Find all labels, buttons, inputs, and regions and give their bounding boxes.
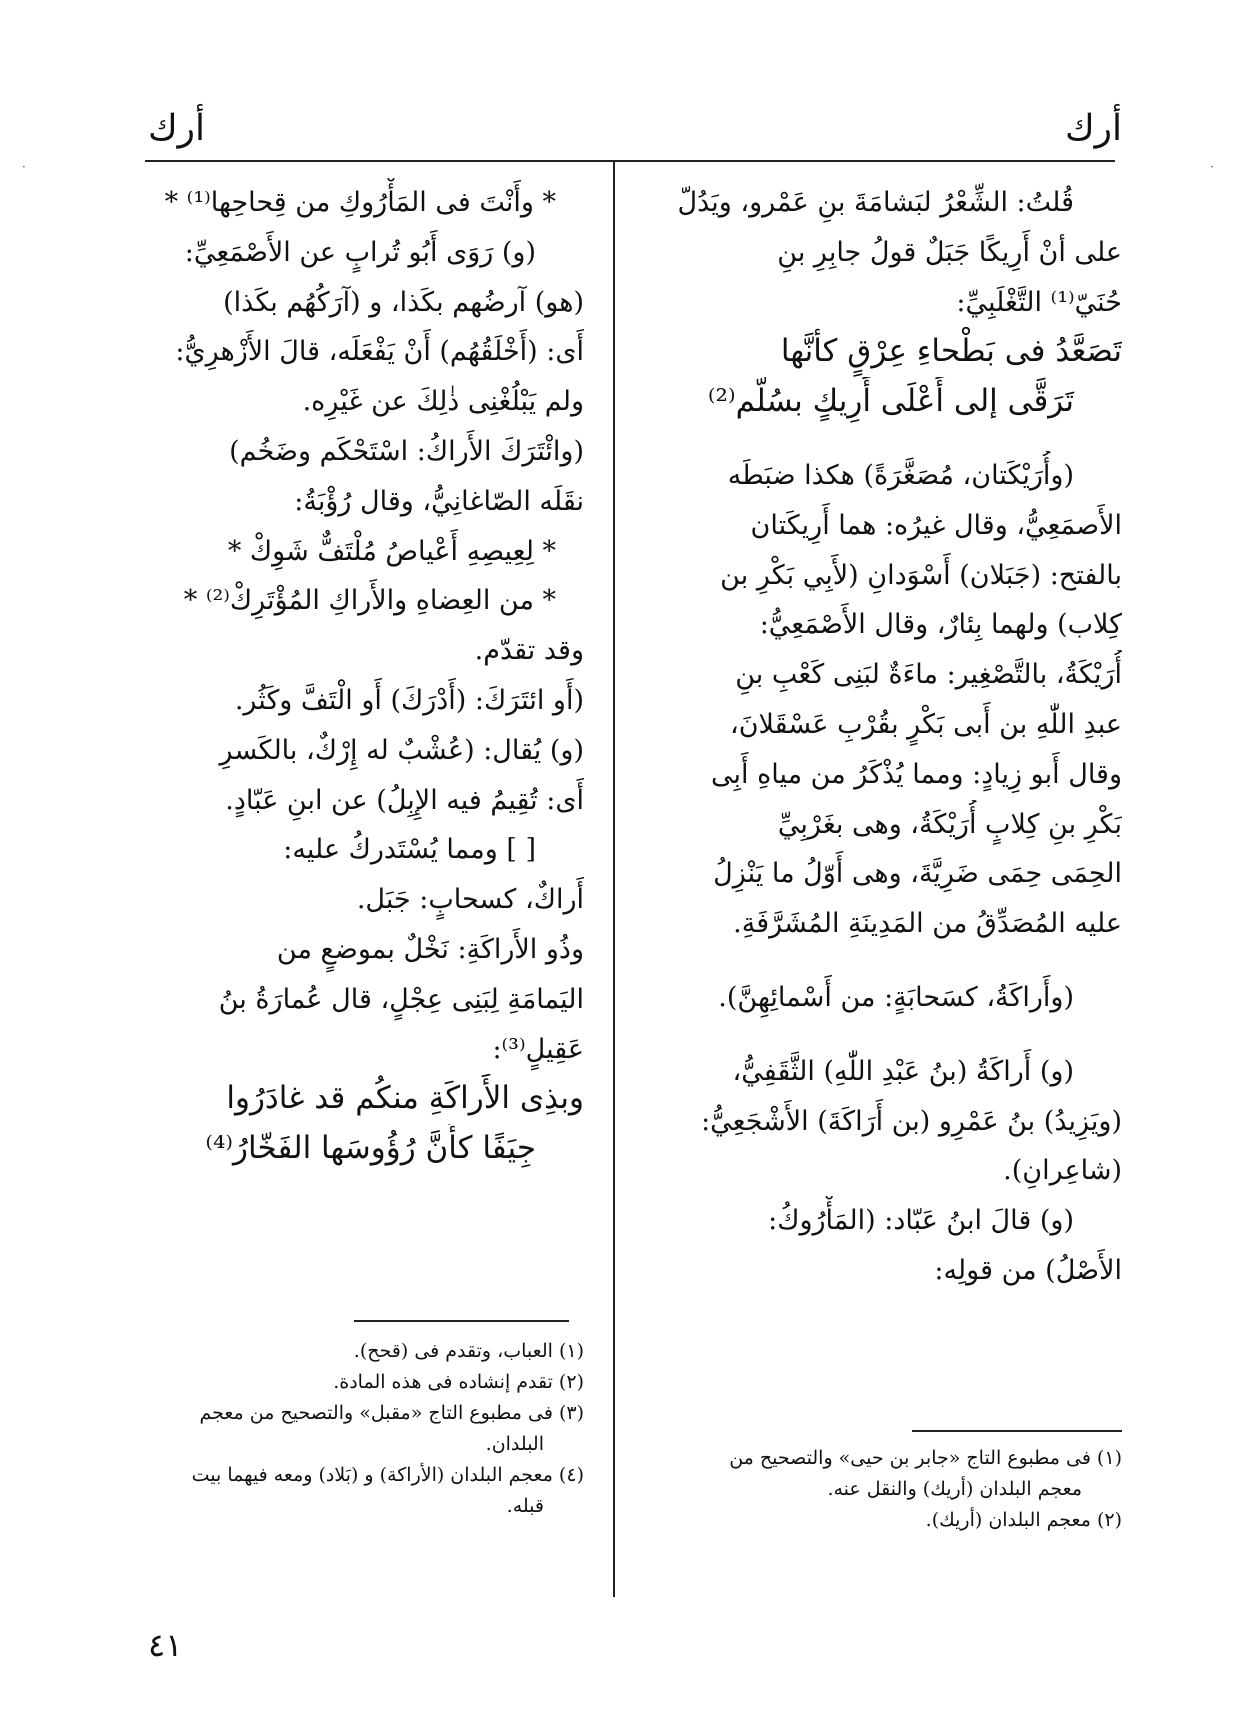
text-line: كِلاب) ولهما بِئارٌ، وقال الأَصْمَعِيُّ: [759, 609, 1122, 641]
text-line: ولم يَبْلُغْنِى ذٰلِكَ عن غَيْرِه. [302, 386, 584, 418]
footnotes-left [144, 1336, 584, 1522]
text-line: أَراكٌ، كسحابٍ: جَبَل. [356, 884, 584, 916]
text-line: على أنْ أَرِيكًا جَبَلٌ قولُ جابِرِ بنِ [777, 236, 1122, 268]
text-line: (ويَزِيدُ) بنُ عَمْرِو (بن أَرَاكَةَ) الأَشْجَعِيُّ: [701, 1105, 1122, 1137]
text-line: أَى: تُقِيمُ فيه الإِبِلُ) عن ابنِ عَبّادٍ. [225, 784, 584, 816]
text-line: (هو) آرضُهم بكَذا، و (آرَكُهُم بكَذا) [223, 286, 584, 318]
page-number: ٤١ [148, 1626, 183, 1664]
footnote: (٢) معجم البلدان (أريك). [925, 1509, 1122, 1531]
text-line: (و) قالَ ابنُ عَبّاد: (المَأْرُوكُ: [768, 1205, 1074, 1237]
verse-line: وبذِى الأَراكَةِ منكُم قد غادَرُوا [226, 1080, 584, 1117]
verse-line: * من العِضاهِ والأَراكِ المُؤْتَرِكْ⁽²⁾ * [183, 585, 556, 617]
left-column [144, 178, 584, 1174]
text-line: (وأُرَيْكَتان، مُصَغَّرَةً) هكذا ضبَطَه [727, 459, 1074, 491]
running-header-right: أرك [1064, 108, 1122, 149]
text-line: الأَصمَعِيُّ، وقال غيرُه: هما أَرِيكَتان [750, 509, 1122, 541]
text-line: (و) أَراكَةُ (بنُ عَبْدِ اللّٰهِ) الثَّقَفِيُّ، [732, 1055, 1074, 1087]
footnote-rule-left [354, 1320, 569, 1322]
text-line: عَقِيلٍ⁽³⁾: [492, 1033, 584, 1065]
text-line: قُلتُ: الشِّعْرُ لبَشامَةَ بنِ عَمْرو، ويَدُلّ [677, 187, 1074, 218]
footnote: (٣) فى مطبوع التاج «مقبل» والتصحيح من معجم [199, 1402, 584, 1424]
text-line: الأَصْلُ) من قولِه: [934, 1254, 1122, 1286]
header-rule [145, 160, 1115, 162]
footnote: (١) فى مطبوع التاج «جابر بن حيى» والتصحيح من [729, 1447, 1122, 1469]
text-line: حُنَيّ⁽¹⁾ التَّغْلَبِيِّ: [956, 286, 1122, 318]
text-line: (و) رَوَى أَبُو تُرابٍ عن الأَصْمَعِيِّ: [184, 236, 536, 268]
verse-line: * وأَنْتَ فى المَأْرُوكِ من قِحاحِها⁽¹⁾ * [164, 187, 556, 218]
text-line: أُرَيْكَةُ، بالتَّصْغِير: ماءَةٌ لبَنِى كَعْبِ بنِ [735, 659, 1122, 691]
footnote: (٢) تقدم إنشاده فى هذه المادة. [333, 1371, 584, 1393]
text-line: (شاعِرانِ). [1003, 1155, 1122, 1187]
footnote-rule-right [912, 1430, 1122, 1432]
text-line: بالفتح: (جَبَلان) أَسْوَدانِ (لأَبِي بَكْرِ بن [720, 559, 1122, 591]
footnote: (١) العباب، وتقدم فى (قحح). [353, 1340, 584, 1362]
footnotes-right [667, 1443, 1122, 1536]
text-line: (أَو ائتَرَكَ: (أَدْرَكَ) أَو الْتَفَّ وكَثُر. [234, 684, 584, 716]
text-line: عليه المُصَدِّقُ من المَدِينَةِ المُشَرَّفَةِ. [733, 908, 1122, 940]
text-line: (و) يُقال: (عُشْبٌ له إِرْكٌ، بالكَسرِ [219, 734, 584, 766]
text-line: الحِمَى حِمَى ضَرِيَّةَ، وهى أَوّلُ ما يَنْزِلُ [713, 858, 1122, 890]
text-line: وقال أَبو زِيادٍ: ومما يُذْكَرُ من مياهِ أَبِى [710, 758, 1122, 790]
footnote-continuation: قبله. [506, 1495, 544, 1517]
footnote-continuation: معجم البلدان (أريك) والنقل عنه. [827, 1478, 1082, 1500]
verse-line: تَرَقَّى إلى أَعْلَى أَرِيكٍ بسُلَّم⁽²⁾ [707, 383, 1074, 420]
footnote: (٤) معجم البلدان (الأراكة) و (بَلاد) ومعه فيهما بيت [191, 1464, 584, 1486]
text-line: اليَمامَةِ لِبَنِى عِجْلٍ، قال عُمارَةُ بنُ [218, 983, 584, 1015]
text-line: وقد تقدّم. [474, 635, 584, 667]
text-line: عبدِ اللّٰهِ بن أَبى بَكْرٍ بقُرْبِ عَسْقَلانَ، [730, 708, 1122, 740]
column-separator [613, 162, 615, 1597]
verse-line: جِيَفًا كأَنَّ رُؤُوسَها الفَخّارُ⁽⁴⁾ [205, 1130, 536, 1167]
text-line: بَكْرِ بنِ كِلابٍ أُرَيْكَةُ، وهى بغَرْبِيِّ [777, 808, 1122, 840]
text-line: أَى: (أَخْلَقُهُم) أَنْ يَفْعَلَه، قالَ الأَزْهرِيُّ: [175, 336, 584, 368]
margin-mark: · [22, 160, 26, 174]
running-header-left: أرك [148, 108, 206, 149]
margin-mark: · [1210, 160, 1214, 174]
text-line: وذُو الأَراكَةِ: نَخْلٌ بموضعٍ من [276, 933, 584, 965]
text-line: (وأَراكَةُ، كسَحابَةٍ: من أَسْمائِهِنَّ). [718, 981, 1074, 1013]
text-line: نقَلَه الصّاغانِيُّ، وقال رُؤْبَةُ: [294, 485, 584, 517]
text-line: (وائْتَرَكَ الأَراكُ: اسْتَحْكَم وضَخُم) [229, 435, 584, 467]
right-column [667, 178, 1122, 1296]
footnote-continuation: البلدان. [485, 1433, 544, 1455]
verse-line: * لِعِيصِهِ أَعْياصُ مُلْتَفٌّ شَوِكْ * [227, 535, 556, 567]
text-line: [ ] ومما يُسْتَدركُ عليه: [283, 834, 536, 866]
verse-line: تَصَعَّدُ فى بَطْحاءِ عِرْقٍ كأنَّها [780, 333, 1122, 370]
